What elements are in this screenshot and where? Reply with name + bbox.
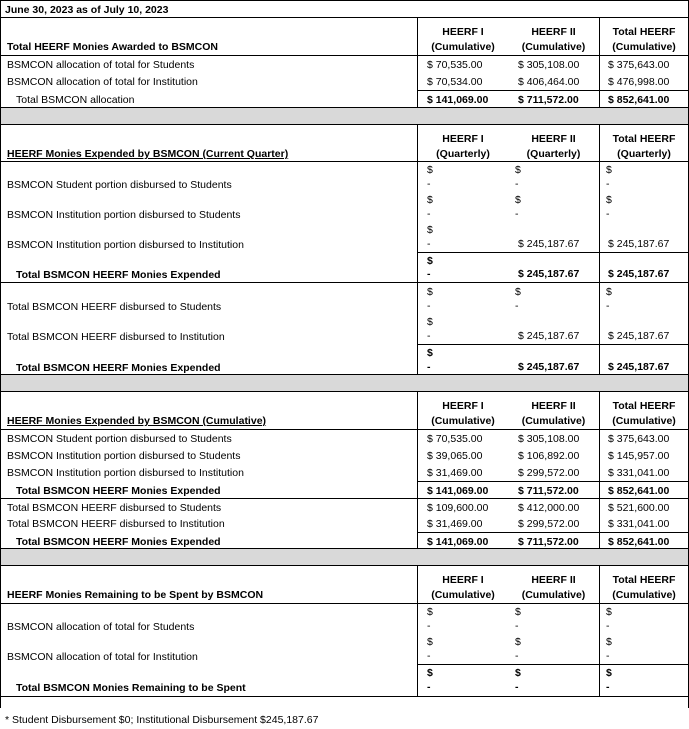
col-header-total-sub: (Cumulative)	[612, 415, 676, 427]
cell-heerf1: $	[427, 636, 433, 648]
section-title-remaining: HEERF Monies Remaining to be Spent by BSMCON	[7, 589, 264, 601]
col-header-heerf1: HEERF I	[442, 133, 484, 145]
row-label: BSMCON Institution portion disbursed to Institution	[7, 467, 244, 479]
section-separator	[0, 108, 689, 124]
col-header-total: Total HEERF	[612, 133, 676, 145]
cell-heerf2-dash: -	[515, 178, 519, 190]
cell-total-dash: -	[606, 681, 610, 693]
section-title-cumulative: HEERF Monies Expended by BSMCON (Cumulative)	[7, 415, 267, 427]
cell-heerf2: $ 305,108.00	[518, 433, 580, 445]
col-header-heerf2: HEERF II	[531, 133, 576, 145]
cell-heerf1-dash: -	[427, 681, 431, 693]
col-header-heerf2-sub: (Cumulative)	[521, 41, 586, 53]
cell-heerf1: $ 109,600.00	[427, 502, 489, 514]
cell-heerf1: $ 31,469.00	[427, 518, 483, 530]
row-label: BSMCON Institution portion disbursed to Students	[7, 209, 241, 221]
col-header-total-sub: (Cumulative)	[612, 41, 676, 53]
col-header-heerf2: HEERF II	[531, 26, 576, 38]
cell-heerf2-dash: -	[515, 208, 519, 220]
cell-total: $ 245,187.67	[608, 361, 670, 373]
col-header-heerf2-sub: (Quarterly)	[526, 148, 581, 160]
cell-heerf1: $	[427, 667, 433, 679]
cell-heerf1: $ 70,535.00	[427, 59, 483, 71]
cell-total-dash: -	[606, 620, 610, 632]
cell-heerf1: $	[427, 255, 433, 267]
section-separator	[0, 549, 689, 565]
cell-heerf2: $ 106,892.00	[518, 450, 580, 462]
cell-heerf2: $	[515, 667, 521, 679]
cell-heerf1: $	[427, 224, 433, 236]
cell-total-dash: -	[606, 178, 610, 190]
col-header-heerf1-sub: (Cumulative)	[431, 415, 495, 427]
col-header-total-sub: (Quarterly)	[617, 148, 671, 160]
cell-total: $ 521,600.00	[608, 502, 670, 514]
cell-heerf1: $ 141,069.00	[427, 536, 489, 548]
cell-heerf1-dash: -	[427, 208, 431, 220]
cell-heerf1: $	[427, 347, 433, 359]
cell-heerf1: $ 70,535.00	[427, 433, 483, 445]
cell-total: $	[606, 667, 612, 679]
cell-heerf2: $ 711,572.00	[518, 485, 579, 497]
cell-heerf2: $ 711,572.00	[518, 94, 579, 106]
row-label: Total BSMCON allocation	[16, 94, 135, 106]
col-header-total: Total HEERF	[612, 574, 676, 586]
col-header-total: Total HEERF	[612, 26, 676, 38]
col-header-heerf1: HEERF I	[442, 574, 484, 586]
cell-heerf1-dash: -	[427, 361, 431, 373]
row-label: Total BSMCON Monies Remaining to be Spent	[16, 682, 246, 694]
cell-heerf1-dash: -	[427, 178, 431, 190]
cell-total: $ 331,041.00	[608, 467, 670, 479]
cell-total: $ 852,641.00	[608, 94, 670, 106]
cell-heerf2: $ 305,108.00	[518, 59, 580, 71]
section-title-awarded: Total HEERF Monies Awarded to BSMCON	[7, 41, 218, 53]
cell-total: $ 852,641.00	[608, 485, 670, 497]
cell-heerf1: $ 39,065.00	[427, 450, 483, 462]
row-label: Total BSMCON HEERF disbursed to Institution	[7, 331, 225, 343]
row-label: Total BSMCON HEERF disbursed to Students	[7, 301, 222, 313]
row-label: Total BSMCON HEERF Monies Expended	[16, 536, 221, 548]
section-separator	[0, 375, 689, 391]
cell-total: $ 145,957.00	[608, 450, 670, 462]
cell-heerf1: $	[427, 316, 433, 328]
row-label: Total BSMCON HEERF Monies Expended	[16, 269, 221, 281]
cell-heerf1-dash: -	[427, 238, 431, 250]
cell-heerf2: $	[515, 636, 521, 648]
cell-heerf2-dash: -	[515, 681, 519, 693]
cell-total: $ 245,187.67	[608, 238, 670, 250]
cell-heerf1: $ 31,469.00	[427, 467, 483, 479]
footnote: * Student Disbursement $0; Institutional Disbursement $245,187.67	[5, 714, 319, 726]
cell-total: $ 852,641.00	[608, 536, 670, 548]
cell-total: $	[606, 606, 612, 618]
cell-heerf2-dash: -	[515, 650, 519, 662]
col-header-heerf1: HEERF I	[442, 400, 484, 412]
section-title-quarter: HEERF Monies Expended by BSMCON (Current Quarter)	[7, 148, 289, 160]
row-label: Total BSMCON HEERF disbursed to Students	[7, 502, 222, 514]
row-label: Total BSMCON HEERF Monies Expended	[16, 485, 221, 497]
report-title: June 30, 2023 as of July 10, 2023	[5, 4, 169, 16]
cell-heerf2: $ 412,000.00	[518, 502, 580, 514]
cell-heerf1: $	[427, 164, 433, 176]
col-header-total: Total HEERF	[612, 400, 676, 412]
row-label: BSMCON allocation of total for Institution	[7, 76, 198, 88]
col-header-heerf2: HEERF II	[531, 574, 576, 586]
cell-total-dash: -	[606, 300, 610, 312]
cell-heerf2: $	[515, 164, 521, 176]
col-header-heerf2-sub: (Cumulative)	[521, 415, 586, 427]
cell-heerf1-dash: -	[427, 330, 431, 342]
col-header-heerf2-sub: (Cumulative)	[521, 589, 586, 601]
cell-heerf2: $ 406,464.00	[518, 76, 580, 88]
cell-heerf2-dash: -	[515, 300, 519, 312]
cell-total: $	[606, 164, 612, 176]
cell-heerf2: $ 245,187.67	[518, 268, 580, 280]
cell-total: $ 245,187.67	[608, 330, 670, 342]
cell-heerf1: $	[427, 286, 433, 298]
cell-heerf1-dash: -	[427, 300, 431, 312]
col-header-heerf1: HEERF I	[442, 26, 484, 38]
cell-heerf2: $ 245,187.67	[518, 238, 580, 250]
col-header-heerf1-sub: (Cumulative)	[431, 589, 495, 601]
cell-heerf1: $	[427, 606, 433, 618]
cell-heerf2-dash: -	[515, 620, 519, 632]
cell-heerf2: $ 245,187.67	[518, 361, 580, 373]
cell-heerf1-dash: -	[427, 650, 431, 662]
col-header-heerf1-sub: (Quarterly)	[436, 148, 490, 160]
row-label: BSMCON Institution portion disbursed to Students	[7, 450, 241, 462]
row-label: BSMCON allocation of total for Institution	[7, 651, 198, 663]
cell-heerf1: $ 141,069.00	[427, 94, 489, 106]
row-label: BSMCON Institution portion disbursed to Institution	[7, 239, 244, 251]
cell-total: $	[606, 286, 612, 298]
cell-heerf1-dash: -	[427, 620, 431, 632]
cell-total: $	[606, 194, 612, 206]
cell-heerf1: $	[427, 194, 433, 206]
cell-total-dash: -	[606, 650, 610, 662]
cell-heerf2: $	[515, 194, 521, 206]
cell-heerf2: $	[515, 606, 521, 618]
cell-total: $ 375,643.00	[608, 59, 670, 71]
cell-heerf2: $	[515, 286, 521, 298]
cell-total-dash: -	[606, 208, 610, 220]
cell-heerf2: $ 245,187.67	[518, 330, 580, 342]
cell-total: $ 375,643.00	[608, 433, 670, 445]
cell-heerf1: $ 70,534.00	[427, 76, 483, 88]
row-label: BSMCON Student portion disbursed to Students	[7, 179, 232, 191]
row-label: Total BSMCON HEERF disbursed to Institution	[7, 518, 225, 530]
col-header-heerf1-sub: (Cumulative)	[431, 41, 495, 53]
row-label: Total BSMCON HEERF Monies Expended	[16, 362, 221, 374]
row-label: BSMCON allocation of total for Students	[7, 621, 195, 633]
cell-heerf2: $ 299,572.00	[518, 467, 580, 479]
col-header-heerf2: HEERF II	[531, 400, 576, 412]
row-label: BSMCON Student portion disbursed to Students	[7, 433, 232, 445]
cell-heerf2: $ 299,572.00	[518, 518, 580, 530]
cell-total: $ 476,998.00	[608, 76, 670, 88]
cell-total: $ 331,041.00	[608, 518, 670, 530]
cell-heerf1: $ 141,069.00	[427, 485, 489, 497]
row-label: BSMCON allocation of total for Students	[7, 59, 195, 71]
cell-total: $	[606, 636, 612, 648]
cell-heerf1-dash: -	[427, 268, 431, 280]
cell-heerf2: $ 711,572.00	[518, 536, 579, 548]
col-header-total-sub: (Cumulative)	[612, 589, 676, 601]
cell-total: $ 245,187.67	[608, 268, 670, 280]
